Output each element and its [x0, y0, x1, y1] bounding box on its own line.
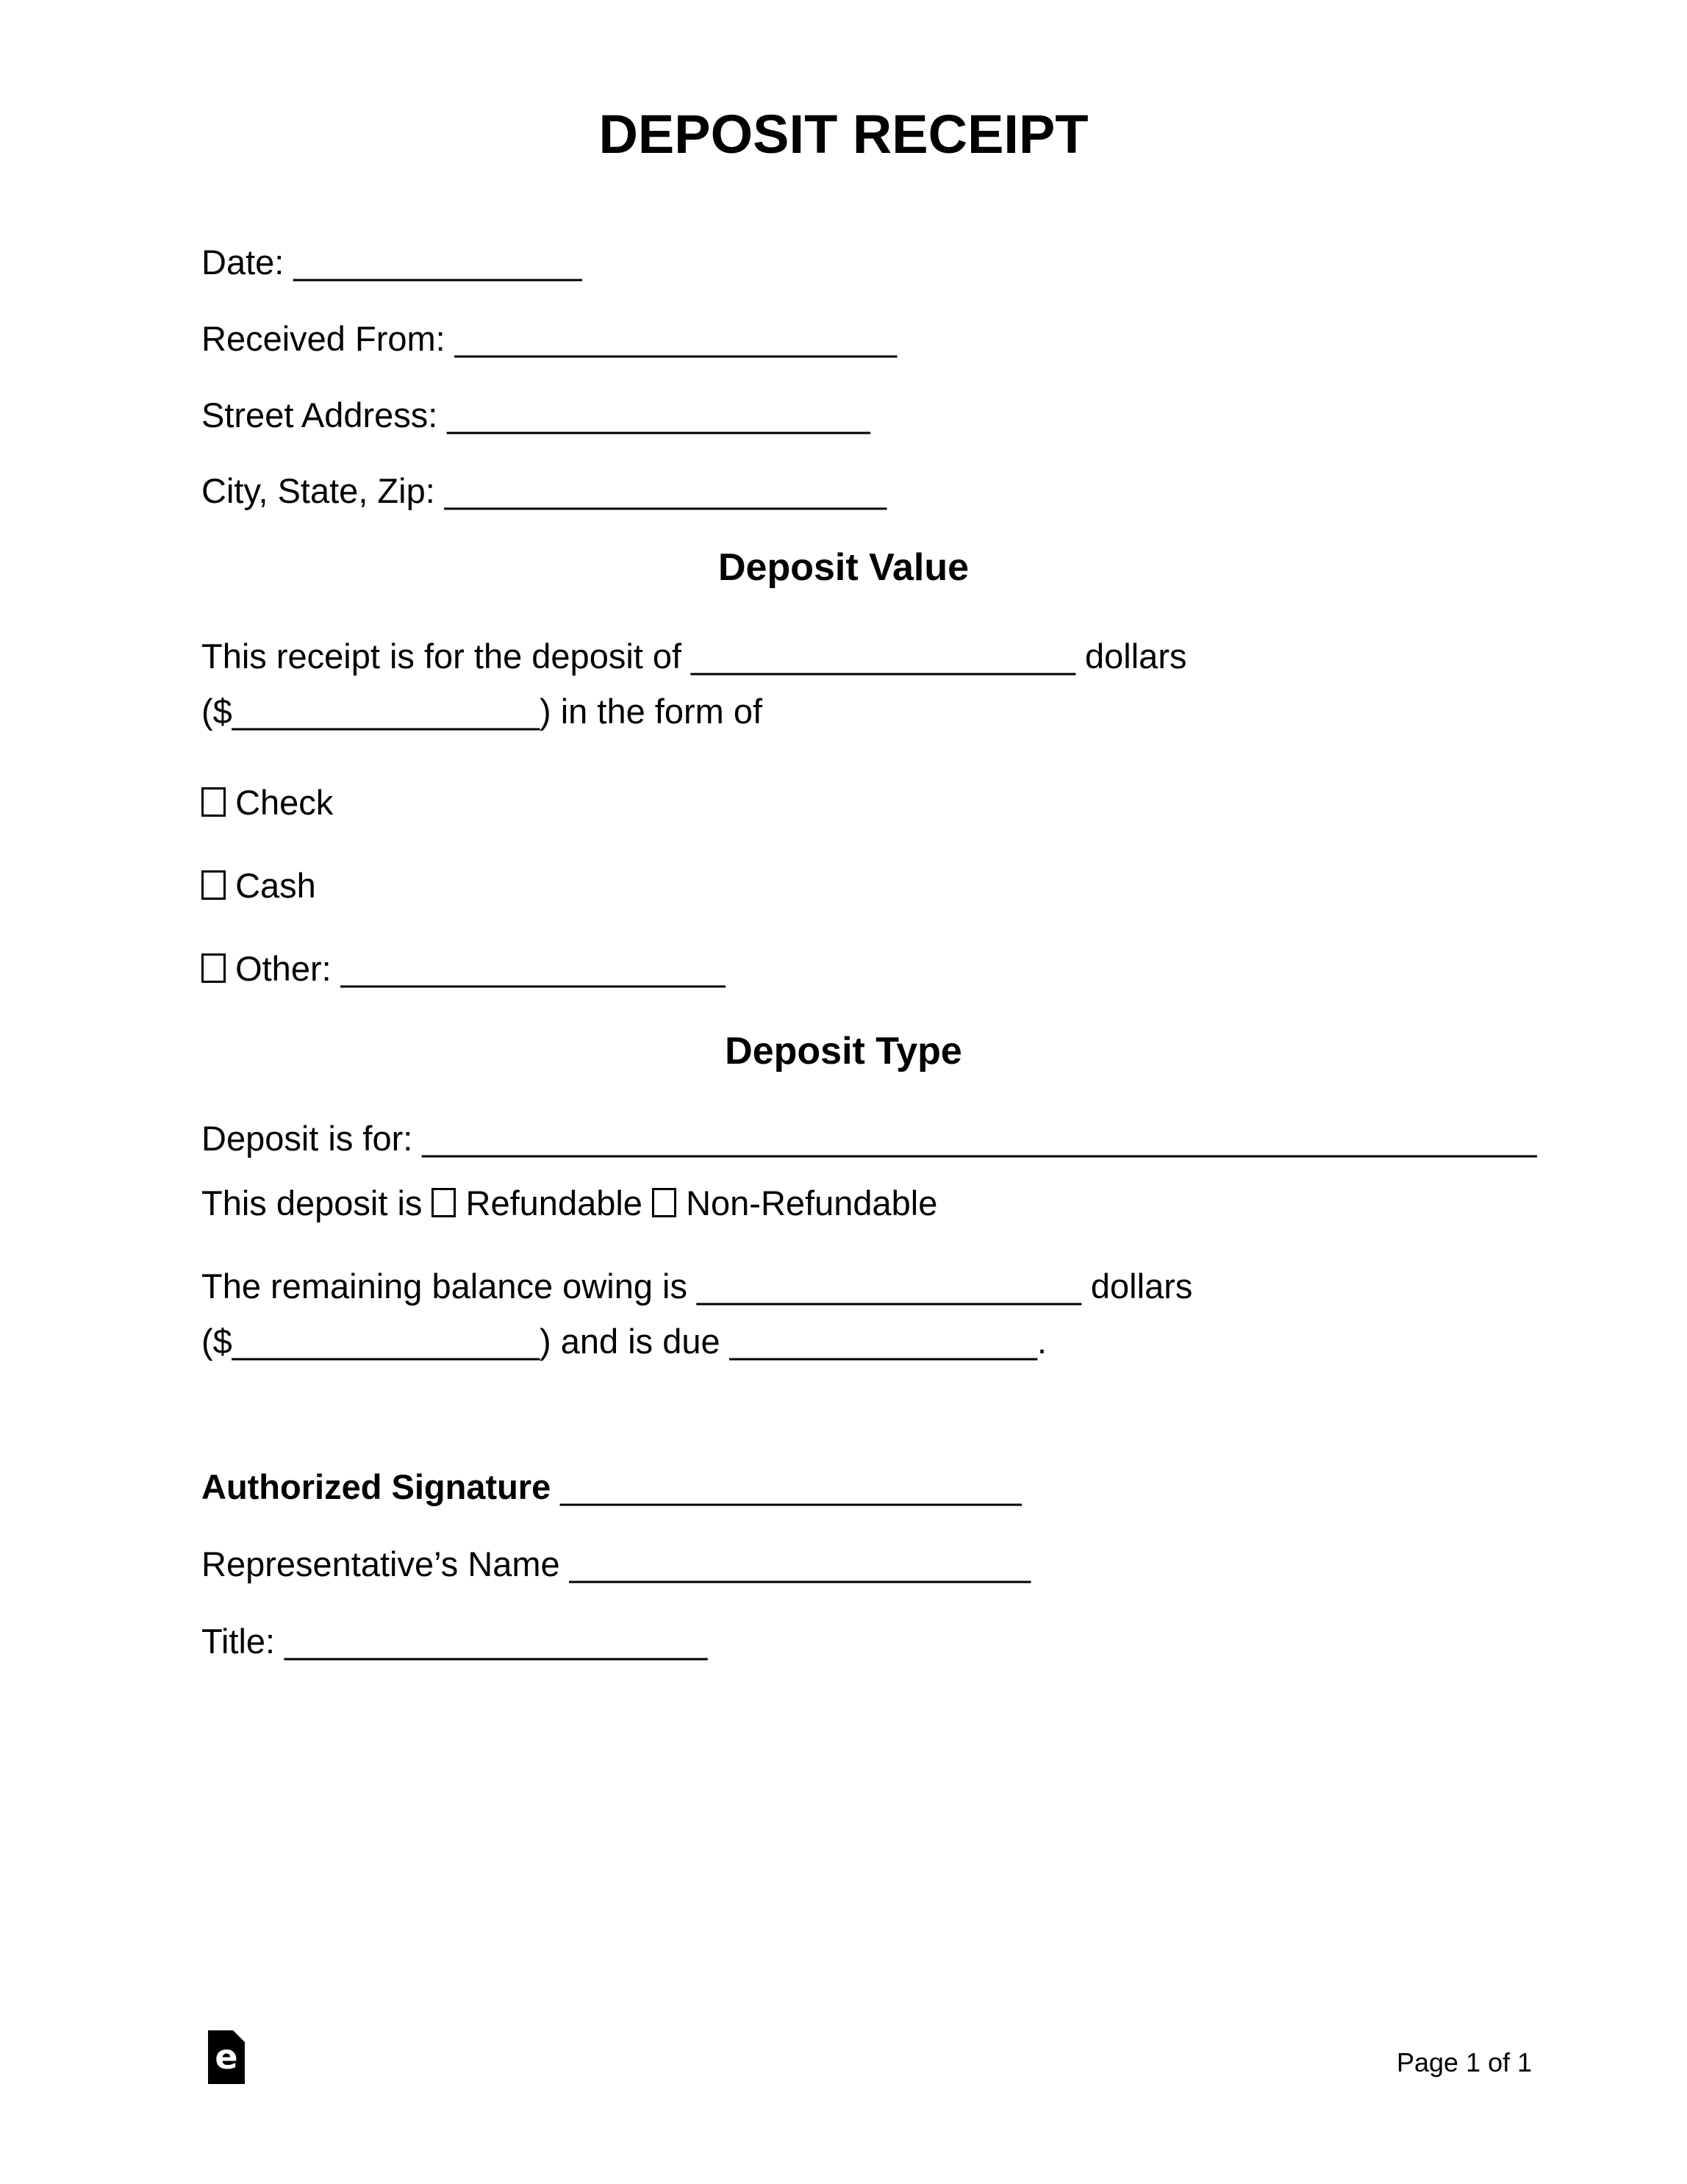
title-blank-line[interactable]: ______________________ — [284, 1622, 708, 1661]
deposit-statement-form-text: ) in the form of — [540, 692, 763, 731]
balance-due-text: ) and is due — [540, 1322, 720, 1361]
page-title: DEPOSIT RECEIPT — [598, 104, 1089, 165]
title-field-row — [201, 1622, 707, 1661]
balance-amount-numeric-blank-line[interactable]: ________________ — [232, 1322, 540, 1361]
representative-name-row — [201, 1544, 1031, 1584]
page-number: Page 1 of 1 — [1397, 2047, 1533, 2077]
deposit-value-statement — [201, 629, 1539, 739]
balance-statement-dollars-text: dollars ($ — [201, 1267, 1193, 1361]
representative-name-blank-line[interactable]: ________________________ — [569, 1544, 1031, 1583]
balance-amount-words-blank-line[interactable]: ____________________ — [697, 1267, 1081, 1306]
street-address-field-row — [201, 395, 870, 435]
date-blank-line[interactable]: _______________ — [293, 243, 582, 282]
cash-option-label: Cash — [235, 866, 316, 905]
city-state-zip-label: City, State, Zip: — [201, 471, 435, 510]
deposit-purpose-row — [201, 1119, 1536, 1159]
street-address-blank-line[interactable]: ______________________ — [447, 395, 870, 434]
deposit-statement-dollars-text: dollars ($ — [201, 637, 1187, 731]
refundable-checkbox[interactable] — [431, 1188, 456, 1217]
deposit-purpose-blank-line[interactable]: __________________________________________________________ — [422, 1119, 1537, 1158]
deposit-statement-text: This receipt is for the deposit of — [201, 637, 682, 676]
other-checkbox[interactable] — [201, 953, 226, 983]
eforms-logo — [208, 2030, 245, 2084]
eforms-logo-letter: e — [215, 2037, 238, 2077]
deposit-type-heading: Deposit Type — [725, 1030, 962, 1073]
refundability-text: This deposit is — [201, 1184, 423, 1222]
payment-option-cash-row — [201, 866, 316, 906]
city-state-zip-blank-line[interactable]: _______________________ — [444, 471, 887, 510]
deposit-purpose-label: Deposit is for: — [201, 1119, 413, 1158]
check-option-label: Check — [235, 783, 334, 822]
non-refundable-checkbox[interactable] — [652, 1188, 676, 1217]
date-field-row — [201, 243, 582, 282]
check-checkbox[interactable] — [201, 787, 226, 817]
deposit-value-heading: Deposit Value — [718, 546, 969, 589]
representative-name-label: Representative’s Name — [201, 1544, 560, 1583]
non-refundable-label: Non-Refundable — [686, 1184, 938, 1222]
city-state-zip-field-row — [201, 471, 887, 511]
received-from-label: Received From: — [201, 319, 445, 358]
refundability-row — [201, 1184, 937, 1223]
authorized-signature-row — [201, 1467, 1022, 1507]
received-from-blank-line[interactable]: _______________________ — [454, 319, 897, 358]
balance-statement-text: The remaining balance owing is — [201, 1267, 687, 1306]
authorized-signature-label: Authorized Signature — [201, 1467, 551, 1506]
received-from-field-row — [201, 319, 897, 359]
authorized-signature-blank-line[interactable]: ________________________ — [560, 1467, 1022, 1506]
balance-period-text: . — [1036, 1322, 1047, 1361]
payment-option-check-row — [201, 783, 333, 823]
title-label: Title: — [201, 1622, 276, 1661]
payment-option-other-row — [201, 949, 726, 989]
date-label: Date: — [201, 243, 284, 282]
deposit-amount-words-blank-line[interactable]: ____________________ — [691, 637, 1075, 676]
other-blank-line[interactable]: ____________________ — [340, 949, 726, 988]
cash-checkbox[interactable] — [201, 870, 226, 900]
remaining-balance-statement — [201, 1259, 1539, 1369]
deposit-amount-numeric-blank-line[interactable]: ________________ — [232, 692, 540, 731]
other-option-label: Other: — [235, 949, 332, 988]
street-address-label: Street Address: — [201, 395, 438, 434]
balance-due-date-blank-line[interactable]: ________________ — [729, 1322, 1037, 1361]
refundable-label: Refundable — [465, 1184, 642, 1222]
